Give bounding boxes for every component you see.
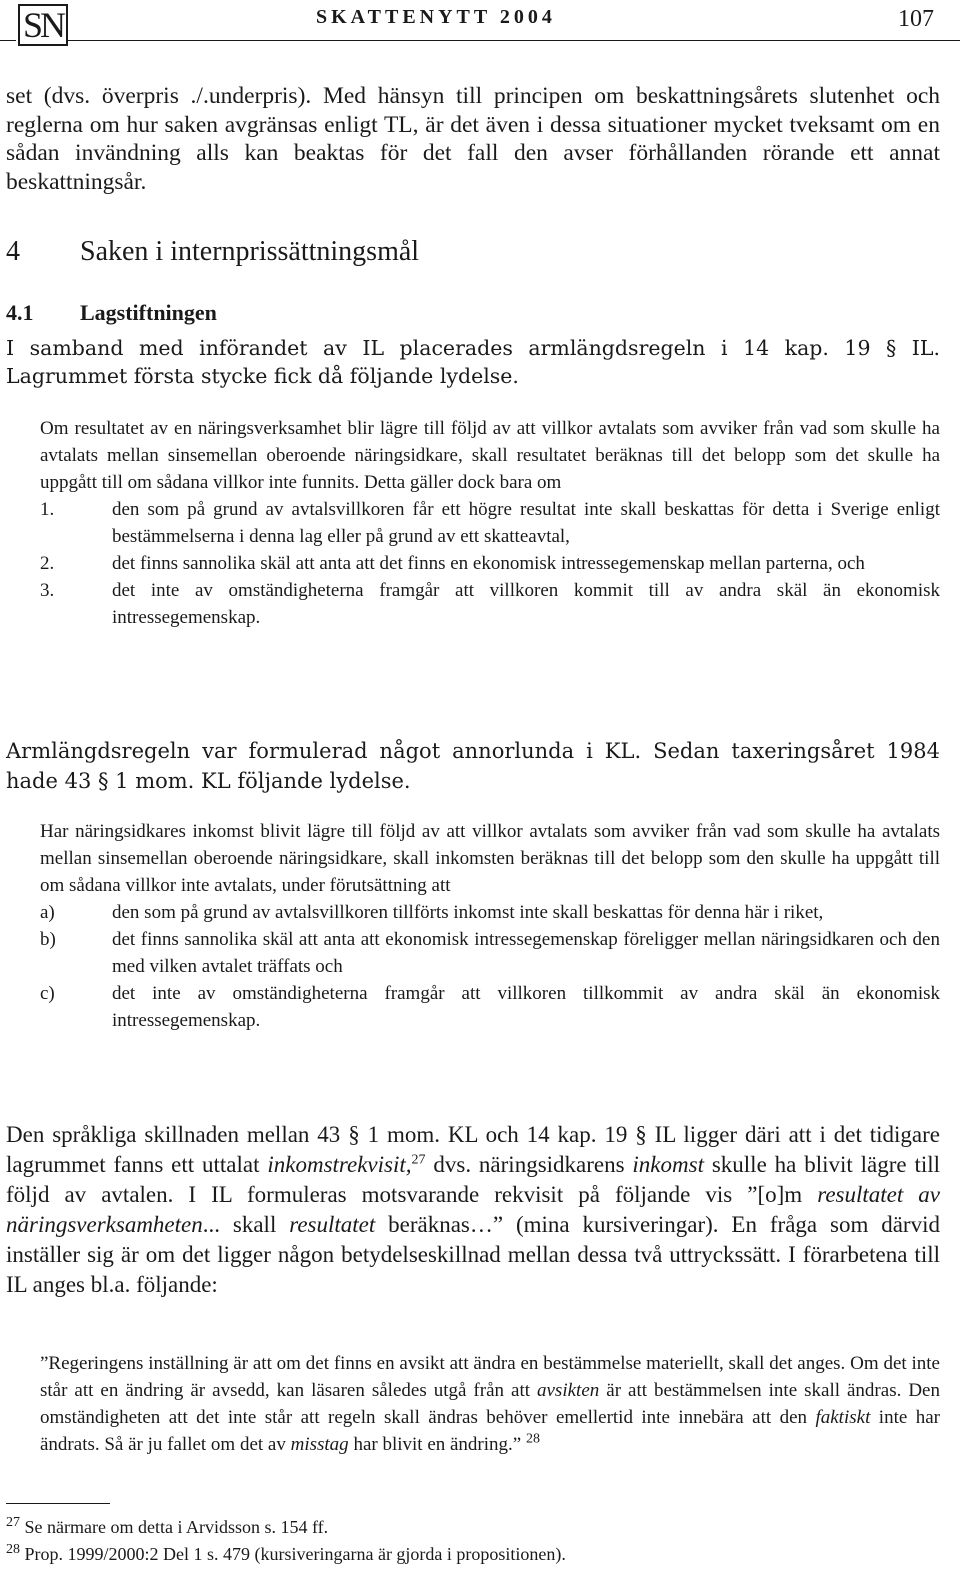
header-rule-left [0, 40, 16, 41]
text-run: beräknas…” (mina kursiveringar). En fråga som därvid inställer sig är om det ligger någon betydelseskillnad mellan dessa två uttryckssätt. I förarbetena till IL anges bl.a. följande: [6, 1212, 940, 1297]
italic-run: inkomst [632, 1152, 704, 1177]
list-item-label: 3. [40, 580, 55, 601]
list-item-label: a) [40, 902, 55, 923]
list-item-label: 2. [40, 553, 55, 574]
footnote-ref-28[interactable]: 28 [525, 1431, 540, 1447]
footnote-ref-27[interactable]: 27 [411, 1152, 426, 1168]
list-item-text: det inte av omständigheterna framgår att villkoren tillkommit av andra skäl än ekonomisk intressegemenskap. [112, 983, 940, 1031]
italic-run: inkomstrekvisit, [267, 1152, 412, 1177]
text-run: skulle ha blivit lägre till följd av avtalen. I IL formuleras motsvarande rekvisit på följande vis ”[o]m [6, 1152, 941, 1207]
page-number: 107 [898, 6, 934, 32]
italic-run: faktiskt [815, 1407, 871, 1428]
list-item-label: 1. [40, 499, 55, 520]
footnote-text: Se närmare om detta i Arvidsson s. 154 ff. [24, 1517, 329, 1537]
list-item-text: det finns sannolika skäl att anta att ekonomisk intressegemenskap föreligger mellan näringsidkaren och den med vilken avtalet träffats och [112, 929, 940, 977]
list-item [40, 926, 940, 980]
italic-run: misstag [290, 1434, 349, 1455]
text-run: ... skall [202, 1212, 290, 1237]
list-item [40, 550, 940, 577]
text-run: ”Regeringens inställning är att om det finns en avsikt att ändra en bestämmelse materiellt, skall det anges. Om det inte står att en ändring är avsedd, kan läsaren således utgå från att [40, 1353, 940, 1401]
section-title: Saken i internprissättningsmål [80, 236, 420, 267]
italic-run: resultatet av näringsverksamheten [6, 1182, 940, 1237]
quote-proposition [40, 1350, 940, 1458]
text-run: inte har ändrats. Så är ju fallet om det av [40, 1407, 940, 1455]
text-run: dvs. näringsidkarens [425, 1152, 633, 1177]
list-item [40, 899, 940, 926]
subsection-title: Lagstiftningen [80, 300, 217, 325]
quote-il-intro: Om resultatet av en näringsverksamhet blir lägre till följd av att villkor avtalats som avviker från vad som skulle ha avtalats mellan sinsemellan oberoende näringsidkare, skall resultatet beräknas till det belopp som det skulle ha uppgått till om sådana villkor inte funnits. Detta gäller dock bara om [40, 418, 940, 493]
list-item-text: den som på grund av avtalsvillkoren får ett högre resultat inte skall beskattas för detta i Sverige enligt bestämmelserna i denna lag eller på grund av ett skatteavtal, [112, 499, 940, 547]
footnote-text: Prop. 1999/2000:2 Del 1 s. 479 (kursiveringarna är gjorda i propositionen). [24, 1544, 566, 1564]
text-run: har blivit en ändring.” [348, 1434, 522, 1455]
running-title: SKATTENYTT 2004 [316, 6, 556, 28]
list-item [40, 496, 940, 550]
quote-il [40, 415, 940, 631]
header-rule [66, 40, 960, 41]
footnote [6, 1514, 940, 1541]
paragraph-il: I samband med införandet av IL placerades armlängdsregeln i 14 kap. 19 § IL. Lagrummet första stycke fick då följande lydelse. [6, 336, 940, 388]
footnote-number: 27 [6, 1515, 20, 1530]
quote-kl-intro: Har näringsidkares inkomst blivit lägre till följd av att villkor avtalats som avviker från vad som skulle ha avtalats mellan sinsemellan oberoende näringsidkare, skall inkomsten beräknas till det belopp som den skulle ha uppgått till om sådana villkor inte avtalats, under förutsättning att [40, 821, 940, 896]
text-run: är att bestämmelsen inte skall ändras. Den omständigheten att det inte står att regeln skall ändras behöver emellertid inte innebära att den [40, 1380, 940, 1428]
list-item-text: det inte av omständigheterna framgår att villkoren kommit till av andra skäl än ekonomisk intressegemenskap. [112, 580, 940, 628]
footnote-number: 28 [6, 1542, 20, 1557]
section-number: 4 [6, 236, 20, 267]
paragraph-difference [6, 1120, 940, 1300]
quote-kl [40, 818, 940, 1034]
subsection-number: 4.1 [6, 300, 34, 325]
list-item-text: den som på grund av avtalsvillkoren tillförts inkomst inte skall beskattas för denna här i riket, [112, 902, 824, 923]
list-item-label: c) [40, 983, 55, 1004]
list-item-text: det finns sannolika skäl att anta att det finns en ekonomisk intressegemenskap mellan parterna, och [112, 553, 865, 574]
footnotes [6, 1514, 940, 1568]
paragraph-kl: Armlängdsregeln var formulerad något annorlunda i KL. Sedan taxeringsåret 1984 hade 43 § 1 mom. KL följande lydelse. [6, 739, 940, 793]
footnote [6, 1541, 940, 1568]
intro-paragraph: set (dvs. överpris ./.underpris). Med hänsyn till principen om beskattningsårets slutenhet och reglerna om hur saken avgränsas enligt TL, är det även i dessa situationer mycket tveksamt om en sådan invändning alls kan beaktas för det fall den avser förhållanden rörande ett annat beskattningsår. [6, 83, 940, 195]
footnote-divider [6, 1503, 110, 1504]
italic-run: avsikten [537, 1380, 600, 1401]
journal-logo: SN [18, 4, 68, 46]
subsection-heading [6, 300, 940, 326]
list-item [40, 980, 940, 1034]
text-run: Den språkliga skillnaden mellan 43 § 1 mom. KL och 14 kap. 19 § IL ligger däri att i det tidigare lagrummet fanns ett uttalat [6, 1122, 940, 1177]
list-item [40, 577, 940, 631]
italic-run: resultatet [289, 1212, 376, 1237]
list-item-label: b) [40, 929, 56, 950]
